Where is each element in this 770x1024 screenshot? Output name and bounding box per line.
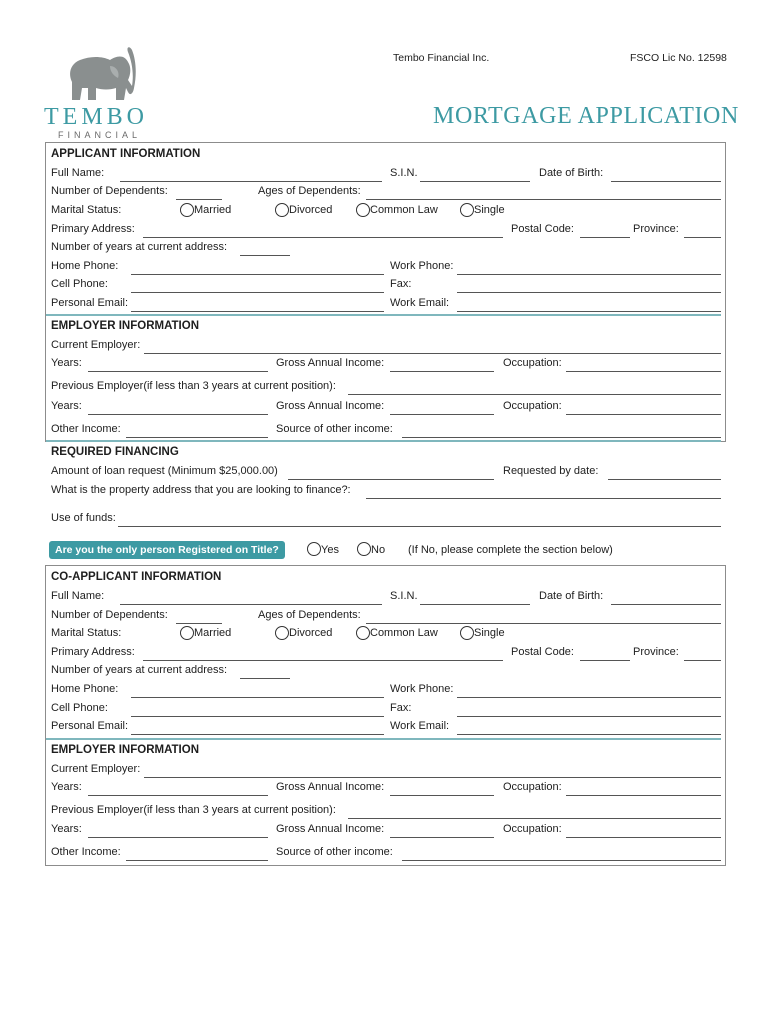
- co-source-other-label: Source of other income:: [276, 846, 393, 858]
- co-other-income-field[interactable]: [126, 860, 268, 861]
- home-phone-label: Home Phone:: [51, 260, 119, 272]
- prev-gross-income-label: Gross Annual Income:: [276, 400, 385, 412]
- co-prev-occupation-field[interactable]: [566, 837, 721, 838]
- single-radio[interactable]: [460, 203, 474, 217]
- work-email-label: Work Email:: [390, 297, 450, 309]
- co-home-phone-field[interactable]: [131, 697, 384, 698]
- co-personal-email-field[interactable]: [131, 734, 384, 735]
- company-name: Tembo Financial Inc.: [393, 52, 490, 64]
- co-gross-income-field[interactable]: [390, 795, 494, 796]
- previous-employer-label: Previous Employer(if less than 3 years at current position):: [51, 380, 336, 392]
- property-address-label: What is the property address that you are looking to finance?:: [51, 484, 351, 496]
- co-primary-address-label: Primary Address:: [51, 646, 135, 658]
- title-note: (If No, please complete the section below): [408, 544, 613, 556]
- personal-email-field[interactable]: [131, 311, 384, 312]
- co-province-label: Province:: [633, 646, 679, 658]
- requested-by-label: Requested by date:: [503, 465, 599, 477]
- title-no-radio[interactable]: [357, 542, 371, 556]
- co-dependents-field[interactable]: [176, 623, 222, 624]
- primary-address-field[interactable]: [143, 237, 503, 238]
- current-employer-label: Current Employer:: [51, 339, 141, 351]
- co-common-law-label: Common Law: [370, 627, 438, 639]
- province-label: Province:: [633, 223, 679, 235]
- full-name-field[interactable]: [120, 181, 382, 182]
- occupation-field[interactable]: [566, 371, 721, 372]
- work-phone-label: Work Phone:: [390, 260, 454, 272]
- employer-heading: EMPLOYER INFORMATION: [51, 320, 200, 332]
- financing-heading: REQUIRED FINANCING: [51, 446, 179, 458]
- co-employer-heading: EMPLOYER INFORMATION: [51, 744, 200, 756]
- common-law-label: Common Law: [370, 204, 438, 216]
- prev-occupation-label: Occupation:: [503, 400, 562, 412]
- co-single-label: Single: [474, 627, 505, 639]
- personal-email-label: Personal Email:: [51, 297, 129, 309]
- co-current-employer-field[interactable]: [144, 777, 721, 778]
- co-previous-employer-field[interactable]: [348, 818, 721, 819]
- logo-wordmark: TEMBO: [44, 104, 148, 130]
- logo: [44, 44, 154, 139]
- years-label: Years:: [51, 357, 82, 369]
- co-fax-field[interactable]: [457, 716, 721, 717]
- coapplicant-heading: CO-APPLICANT INFORMATION: [51, 571, 222, 583]
- requested-by-field[interactable]: [608, 479, 721, 480]
- other-income-label: Other Income:: [51, 423, 121, 435]
- use-of-funds-label: Use of funds:: [51, 512, 116, 524]
- co-full-name-label: Full Name:: [51, 590, 105, 602]
- dependents-field[interactable]: [176, 199, 222, 200]
- married-radio[interactable]: [180, 203, 194, 217]
- divorced-radio[interactable]: [275, 203, 289, 217]
- work-email-field[interactable]: [457, 311, 721, 312]
- co-married-label: Married: [194, 627, 232, 639]
- co-work-phone-field[interactable]: [457, 697, 721, 698]
- co-fax-label: Fax:: [390, 702, 412, 714]
- co-gross-income-label: Gross Annual Income:: [276, 781, 385, 793]
- co-occupation-label: Occupation:: [503, 781, 562, 793]
- co-years-address-field[interactable]: [240, 678, 290, 679]
- prev-gross-income-field[interactable]: [390, 414, 494, 415]
- co-cell-phone-field[interactable]: [131, 716, 384, 717]
- title-yes-label: Yes: [321, 544, 339, 556]
- prev-occupation-field[interactable]: [566, 414, 721, 415]
- co-occupation-field[interactable]: [566, 795, 721, 796]
- co-divorced-label: Divorced: [289, 627, 333, 639]
- co-dob-label: Date of Birth:: [539, 590, 604, 602]
- applicant-heading: APPLICANT INFORMATION: [51, 148, 201, 160]
- co-prev-occupation-label: Occupation:: [503, 823, 562, 835]
- title-yes-radio[interactable]: [307, 542, 321, 556]
- years-field[interactable]: [88, 371, 268, 372]
- cell-phone-field[interactable]: [131, 292, 384, 293]
- loan-amount-field[interactable]: [288, 479, 494, 480]
- elephant-icon: [44, 44, 154, 106]
- co-prev-gross-income-field[interactable]: [390, 837, 494, 838]
- co-current-employer-label: Current Employer:: [51, 763, 141, 775]
- co-dependents-label: Number of Dependents:: [51, 609, 168, 621]
- section-divider: [46, 440, 721, 442]
- co-province-field[interactable]: [684, 660, 721, 661]
- full-name-label: Full Name:: [51, 167, 105, 179]
- co-sin-label: S.I.N.: [390, 590, 418, 602]
- co-ages-field[interactable]: [366, 623, 721, 624]
- years-address-field[interactable]: [240, 255, 290, 256]
- sin-label: S.I.N.: [390, 167, 418, 179]
- occupation-label: Occupation:: [503, 357, 562, 369]
- use-of-funds-field[interactable]: [118, 526, 721, 527]
- title-question-badge: Are you the only person Registered on Title?: [49, 541, 285, 559]
- home-phone-field[interactable]: [131, 274, 384, 275]
- form-title: MORTGAGE APPLICATION: [433, 103, 739, 129]
- co-cell-phone-label: Cell Phone:: [51, 702, 108, 714]
- license-number: FSCO Lic No. 12598: [630, 52, 727, 64]
- co-prev-gross-income-label: Gross Annual Income:: [276, 823, 385, 835]
- ages-field[interactable]: [366, 199, 721, 200]
- postal-label: Postal Code:: [511, 223, 574, 235]
- sin-field[interactable]: [420, 181, 530, 182]
- co-work-email-label: Work Email:: [390, 720, 450, 732]
- fax-field[interactable]: [457, 292, 721, 293]
- ages-label: Ages of Dependents:: [258, 185, 361, 197]
- title-no-label: No: [371, 544, 386, 556]
- dob-field[interactable]: [611, 181, 721, 182]
- co-work-email-field[interactable]: [457, 734, 721, 735]
- married-label: Married: [194, 204, 232, 216]
- co-postal-label: Postal Code:: [511, 646, 574, 658]
- primary-address-label: Primary Address:: [51, 223, 135, 235]
- co-dob-field[interactable]: [611, 604, 721, 605]
- co-sin-field[interactable]: [420, 604, 530, 605]
- co-ages-label: Ages of Dependents:: [258, 609, 361, 621]
- co-postal-field[interactable]: [580, 660, 630, 661]
- co-divorced-radio[interactable]: [275, 626, 289, 640]
- gross-income-field[interactable]: [390, 371, 494, 372]
- province-field[interactable]: [684, 237, 721, 238]
- co-previous-employer-label: Previous Employer(if less than 3 years at current position):: [51, 804, 336, 816]
- source-other-label: Source of other income:: [276, 423, 393, 435]
- co-common-law-radio[interactable]: [356, 626, 370, 640]
- current-employer-field[interactable]: [144, 353, 721, 354]
- co-source-other-field[interactable]: [402, 860, 721, 861]
- previous-employer-field[interactable]: [348, 394, 721, 395]
- common-law-radio[interactable]: [356, 203, 370, 217]
- single-label: Single: [474, 204, 505, 216]
- co-single-radio[interactable]: [460, 626, 474, 640]
- dependents-label: Number of Dependents:: [51, 185, 168, 197]
- divorced-label: Divorced: [289, 204, 333, 216]
- logo-subtitle: FINANCIAL: [58, 130, 142, 140]
- postal-field[interactable]: [580, 237, 630, 238]
- other-income-field[interactable]: [126, 437, 268, 438]
- co-work-phone-label: Work Phone:: [390, 683, 454, 695]
- co-other-income-label: Other Income:: [51, 846, 121, 858]
- gross-income-label: Gross Annual Income:: [276, 357, 385, 369]
- co-years-address-label: Number of years at current address:: [51, 664, 228, 676]
- section-divider: [46, 738, 721, 740]
- years-address-label: Number of years at current address:: [51, 241, 228, 253]
- property-address-field[interactable]: [366, 498, 721, 499]
- co-home-phone-label: Home Phone:: [51, 683, 119, 695]
- cell-phone-label: Cell Phone:: [51, 278, 108, 290]
- prev-years-field[interactable]: [88, 414, 268, 415]
- dob-label: Date of Birth:: [539, 167, 604, 179]
- co-married-radio[interactable]: [180, 626, 194, 640]
- co-years-label: Years:: [51, 781, 82, 793]
- co-prev-years-field[interactable]: [88, 837, 268, 838]
- fax-label: Fax:: [390, 278, 412, 290]
- co-marital-label: Marital Status:: [51, 627, 122, 639]
- source-other-field[interactable]: [402, 437, 721, 438]
- section-divider: [46, 314, 721, 316]
- loan-amount-label: Amount of loan request (Minimum $25,000.00): [51, 465, 278, 477]
- co-years-field[interactable]: [88, 795, 268, 796]
- co-primary-address-field[interactable]: [143, 660, 503, 661]
- prev-years-label: Years:: [51, 400, 82, 412]
- co-full-name-field[interactable]: [120, 604, 382, 605]
- work-phone-field[interactable]: [457, 274, 721, 275]
- co-personal-email-label: Personal Email:: [51, 720, 129, 732]
- co-prev-years-label: Years:: [51, 823, 82, 835]
- marital-label: Marital Status:: [51, 204, 122, 216]
